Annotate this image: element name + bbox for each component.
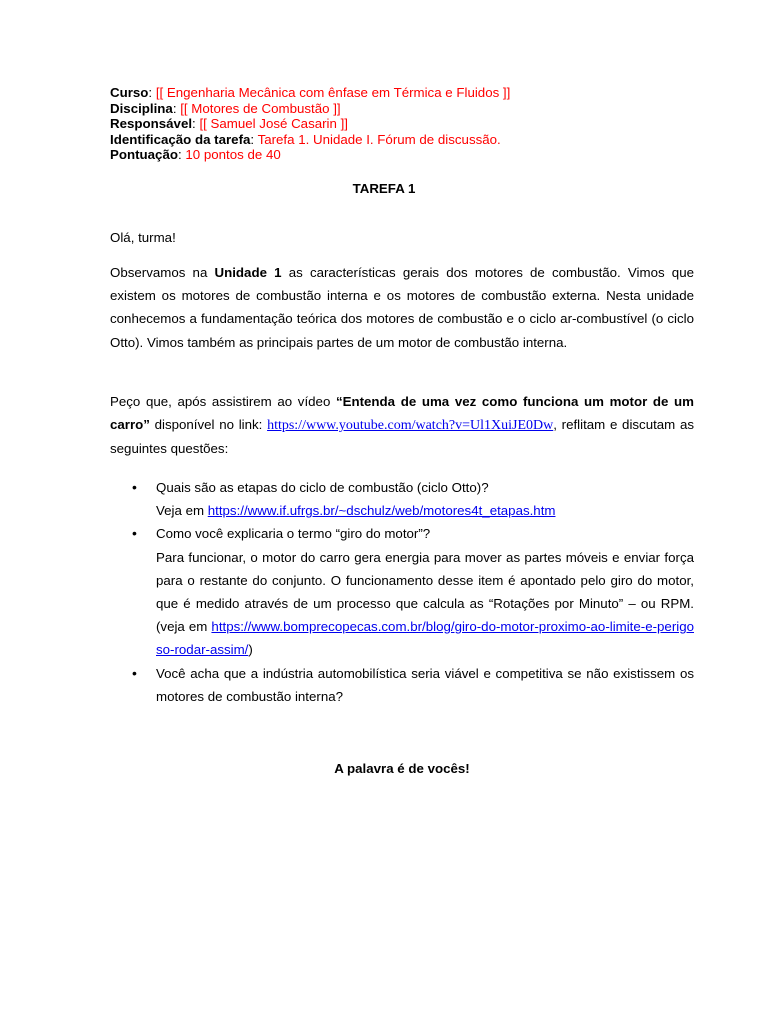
youtube-link[interactable]: https://www.youtube.com/watch?v=Ul1XuiJE0Dw xyxy=(267,418,554,434)
bompreco-link[interactable]: https://www.bomprecopecas.com.br/blog/giro-do-motor-proximo-ao-limite-e-perigoso-rodar-assim/ xyxy=(156,619,694,658)
bullet-icon: • xyxy=(132,479,137,495)
question-3: Você acha que a indústria automobilística seria viável e competitiva se não existissem os motores de combustão interna? xyxy=(156,665,694,704)
task-label: Identificação da tarefa xyxy=(110,131,251,147)
greeting: Olá, turma! xyxy=(110,230,176,245)
score-row: Pontuação: 10 pontos de 40 xyxy=(110,147,281,162)
bullet-icon: • xyxy=(132,664,137,681)
explanation-text: Para funcionar, o motor do carro gera energia para mover as partes móveis e enviar força para o restante do conjunto. O funcionamento desse item é apontado pelo giro do motor, que é medido através de um processo que calcula as “Rotações por Minuto” – ou RPM. (veja em xyxy=(156,549,694,635)
task-title: TAREFA 1 xyxy=(352,181,416,196)
list-item xyxy=(110,662,694,708)
see-prefix: Veja em xyxy=(156,503,208,519)
paragraph-request-middle: disponível no link: xyxy=(149,417,268,433)
paragraph-intro-before: Observamos na xyxy=(110,265,215,280)
video-title: “Entenda de uma vez como funciona um motor de um carro” xyxy=(110,394,694,433)
discipline-row: Disciplina: [[ Motores de Combustão ]] xyxy=(110,100,341,116)
discipline-value: [[ Motores de Combustão ]] xyxy=(180,100,341,116)
paragraph-intro-bold: Unidade 1 xyxy=(214,265,282,280)
task-value: Tarefa 1. Unidade I. Fórum de discussão. xyxy=(257,131,501,147)
question-1: Quais são as etapas do ciclo de combustão (ciclo Otto)? xyxy=(156,480,489,495)
header-block xyxy=(110,85,510,163)
paragraph-request xyxy=(110,390,694,461)
paragraph-request-after: , reflitam e discutam as seguintes questões: xyxy=(110,417,694,457)
ufrgs-link[interactable]: https://www.if.ufrgs.br/~dschulz/web/motores4t_etapas.htm xyxy=(207,503,556,519)
discipline-label: Disciplina xyxy=(110,100,173,116)
score-value: 10 pontos de 40 xyxy=(185,147,281,162)
paragraph-intro-after: as características gerais dos motores de combustão. Vimos que existem os motores de combustão interna e os motores de combustão externa. Nesta unidade conhecemos a fundamentação teórica dos motores de combustão e o ciclo ar-combustível (o ciclo Otto). Vimos também as principais partes de um motor de combustão interna. xyxy=(110,265,694,350)
course-value: [[ Engenharia Mecânica com ênfase em Térmica e Fluidos ]] xyxy=(155,85,511,100)
course-row: Curso: [[ Engenharia Mecânica com ênfase em Térmica e Fluidos ]] xyxy=(110,85,511,100)
task-row: Identificação da tarefa: Tarefa 1. Unidade I. Fórum de discussão. xyxy=(110,131,501,147)
course-label: Curso xyxy=(110,85,149,100)
closing-line: A palavra é de vocês! xyxy=(334,761,470,776)
question-2-explanation xyxy=(156,546,694,662)
responsible-row: Responsável: [[ Samuel José Casarin ]] xyxy=(110,116,348,131)
question-2: Como você explicaria o termo “giro do motor”? xyxy=(156,526,431,542)
explanation-after: ) xyxy=(248,642,253,658)
score-label: Pontuação xyxy=(110,147,178,162)
list-item xyxy=(110,522,694,661)
responsible-value: [[ Samuel José Casarin ]] xyxy=(199,116,348,131)
bullet-icon: • xyxy=(132,525,137,542)
questions-list xyxy=(110,476,694,708)
list-item xyxy=(110,476,694,522)
paragraph-intro xyxy=(110,261,694,354)
paragraph-request-before: Peço que, após assistirem ao vídeo xyxy=(110,394,336,409)
question-1-reference xyxy=(156,499,694,522)
responsible-label: Responsável xyxy=(110,116,193,131)
